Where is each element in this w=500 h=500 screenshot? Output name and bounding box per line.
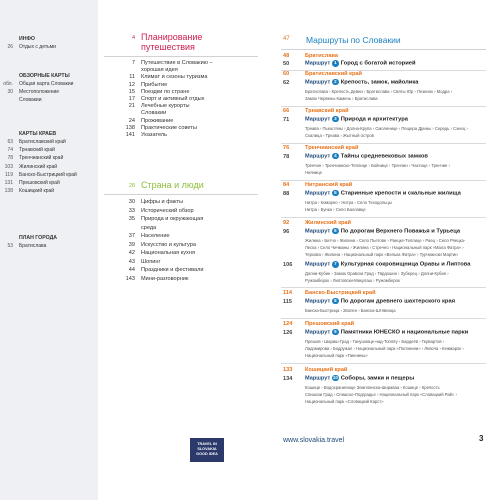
divider <box>281 143 486 144</box>
route-page-number: 78 <box>283 153 290 160</box>
route-stops: Братислава › Крепость Девин › Братислава › Святы Юр › Пезинок › Модра › <box>305 89 453 94</box>
entry-label: Искусство и культура <box>141 241 196 248</box>
divider <box>104 56 258 57</box>
route-number-badge: 7 <box>334 261 337 266</box>
entry-label: Словакии <box>141 110 167 117</box>
route-stops: Терхова › Жилина › Национальный парк «Велька Фатра» › Турчиански Мартин <box>305 252 458 257</box>
route-page-number: 50 <box>283 61 290 67</box>
page-number: 141 <box>125 132 135 138</box>
left-index-row[interactable] <box>0 80 98 88</box>
route-page-number: 106 <box>283 262 293 268</box>
page-number: 74 <box>7 147 13 154</box>
page-number: 131 <box>4 179 13 186</box>
page-number: 138 <box>125 124 135 131</box>
region-name[interactable]: Трнавский край <box>305 108 349 114</box>
entry-label: Путешествие в Словакию – <box>141 60 213 66</box>
section-page-number: 28 <box>128 183 135 189</box>
left-index-row[interactable] <box>0 146 98 154</box>
section-title[interactable]: Страна и люди <box>141 180 204 190</box>
left-index-row[interactable] <box>0 138 98 146</box>
section-title-line2[interactable]: путешествия <box>141 41 195 52</box>
entry-label: Братиславский край <box>19 139 66 145</box>
entry-label: Национальная кухня <box>141 250 195 256</box>
divider <box>281 49 486 50</box>
route-entry[interactable] <box>305 228 460 235</box>
page-number: 15 <box>128 88 135 95</box>
route-stops: Нитра › Бунка › Село Бахлавце <box>305 207 366 212</box>
entry-label: Жилинский край <box>19 163 58 170</box>
route-page-number: 62 <box>283 79 290 86</box>
section-page-number: 4 <box>131 35 135 41</box>
route-label: Маршрут <box>305 60 331 67</box>
left-index-row[interactable] <box>0 242 98 250</box>
region-page-number: 84 <box>283 182 290 188</box>
route-label: Маршрут <box>305 79 331 86</box>
entry-label: Прибытие <box>141 81 168 88</box>
route-stops: Тренчин › Тренчианске-Теплице › Бойнице › Тренчин › Чахтице › Тренчин › <box>305 163 450 168</box>
page-number: 30 <box>128 199 135 205</box>
left-section-region-maps <box>0 130 98 195</box>
route-stops: Прешов › Шариш-Град › Ганушовце-над-Топлёу › Бардеёв › Гервартов › <box>305 339 445 344</box>
page-number: 30 <box>7 89 13 96</box>
section-title[interactable]: Планирование <box>141 32 203 42</box>
route-title: По дорогам Верхнего Поважья и Турьеца <box>340 228 461 235</box>
entry-label: Поездки по стране <box>141 88 190 95</box>
route-page-number: 96 <box>283 228 290 235</box>
route-entry[interactable] <box>305 261 471 268</box>
route-stops: Ружомберок › Липтовски-Микулаш › Ружомберок <box>305 278 400 283</box>
region-name[interactable]: Банско-Быстрицкий край <box>305 290 376 296</box>
region-page-number: 60 <box>283 71 290 77</box>
route-entry[interactable] <box>305 60 416 67</box>
route-stops: Банска-Быстрица › Зволен › Банска-Штявница <box>305 308 396 313</box>
page-number: 33 <box>128 207 135 214</box>
region-name[interactable]: Братислава <box>305 53 338 59</box>
left-section-heading: ИНФО <box>19 36 35 42</box>
page-number: 21 <box>128 103 135 110</box>
route-entry[interactable] <box>305 329 468 336</box>
route-stops: Национальный парк «Пиенины» <box>305 353 368 358</box>
entry-label: Природа и окружающая <box>141 216 204 222</box>
region-name[interactable]: Жилинский край <box>305 220 351 226</box>
route-title: Город с богатой историей <box>340 60 416 67</box>
website-link[interactable]: www.slovakia.travel <box>283 437 345 444</box>
divider <box>281 318 486 319</box>
route-number-badge: 5 <box>334 189 337 195</box>
page-number: 103 <box>4 163 13 170</box>
route-stops: Скалица › Трнава › Жытный остров <box>305 133 374 138</box>
route-label: Маршрут <box>305 298 331 305</box>
page-number: 3 <box>479 434 484 443</box>
route-label: Маршрут <box>305 116 331 123</box>
travel-slovakia-logo[interactable] <box>190 438 224 462</box>
left-index-row[interactable] <box>0 187 98 195</box>
route-title: Памятники ЮНЕСКО и национальные парки <box>340 329 469 336</box>
divider <box>281 180 486 181</box>
route-entry[interactable] <box>305 190 461 197</box>
route-label: Маршрут <box>305 375 331 382</box>
entry-label: Спорт и активный отдых <box>141 96 205 102</box>
route-title: Крепость, замок, майолика <box>340 79 419 86</box>
page-number: 11 <box>129 74 135 81</box>
page-number: 43 <box>128 258 135 265</box>
logo-line: TRAVEL IN <box>197 442 217 446</box>
entry-label: Проживание <box>141 117 174 124</box>
region-name[interactable]: Тренчианский край <box>305 145 359 151</box>
entry-label: Практические советы <box>141 124 197 131</box>
left-section-info <box>0 35 98 51</box>
region-name[interactable]: Прешовский край <box>305 321 355 327</box>
route-entry[interactable] <box>305 79 418 86</box>
route-title: Тайны средневековых замков <box>340 153 429 160</box>
divider <box>281 106 486 107</box>
route-number-badge: 9 <box>334 328 337 334</box>
page-number: 119 <box>5 171 13 178</box>
entry-label: Указатель <box>141 132 168 138</box>
entry-label: Трнавский край <box>19 147 55 154</box>
page-number: 53 <box>7 243 13 249</box>
left-section-heading: ПЛАН ГОРОДА <box>19 235 58 241</box>
entry-label: Местоположение <box>19 89 60 96</box>
page-number: 143 <box>125 275 135 282</box>
route-number-badge: 8 <box>334 297 337 303</box>
page-number: 42 <box>128 250 135 256</box>
route-number-badge: 10 <box>332 374 338 380</box>
page-number: 44 <box>128 267 135 273</box>
left-section-heading: КАРТЫ КРАЕВ <box>19 131 57 137</box>
left-index-row[interactable] <box>0 96 98 104</box>
region-name[interactable]: Кошицкий край <box>305 367 348 373</box>
entry-label: Цифры и факты <box>141 199 184 205</box>
route-page-number: 88 <box>283 190 290 197</box>
page-number: 24 <box>128 117 135 124</box>
entry-label: Праздники и фестивали <box>141 267 204 273</box>
route-page-number: 126 <box>283 329 293 336</box>
left-index-column <box>0 0 98 500</box>
region-name[interactable]: Нитранский край <box>305 182 353 188</box>
entry-label: Отдых с детьми <box>19 44 56 50</box>
page-number: 26 <box>7 44 13 50</box>
route-entry[interactable] <box>305 153 428 160</box>
entry-label: Лечебные курорты <box>141 103 190 110</box>
route-stops: Леска › Село Чичманы › Жилина › Стречно › Национальный парк «Мала Фатра» › <box>305 245 464 250</box>
route-title: Соборы, замки и пещеры <box>340 375 415 382</box>
route-stops: Замок Червены Камень › Братислава <box>305 96 378 101</box>
route-stops: Национальный парк «Словацкий Карст» <box>305 399 384 404</box>
entry-label: Братислава <box>19 243 47 249</box>
left-section-city-plan <box>0 234 98 250</box>
route-entry[interactable] <box>305 116 408 123</box>
page-number: 12 <box>128 81 135 88</box>
route-stops: Трнава › Пьештяны › Долна-Крупа › Смоленице › Пещера Дрины › Середь › Сэнец › <box>305 126 468 131</box>
entry-label: среда <box>141 224 157 231</box>
region-name[interactable]: Братиславский край <box>305 71 362 77</box>
page-number: 7 <box>131 60 135 66</box>
logo-line: GOOD IDEA <box>196 452 218 456</box>
route-label: Маршрут <box>305 190 331 197</box>
route-title: Старинные крепости и скальные жилища <box>340 190 461 197</box>
route-title: Природа и архитектура <box>340 116 408 123</box>
route-stops: Ладомирова › Бодружал › Национальный парк «Полонини» › Левоча › Кежмарок › <box>305 346 464 351</box>
route-page-number: 115 <box>283 298 293 305</box>
route-number-badge: 6 <box>334 227 337 233</box>
region-page-number: 124 <box>283 321 293 327</box>
route-stops: Спишски Град › Спишске-Подградье › Национальный парк «Словацкий Рай» › <box>305 392 457 397</box>
route-label: Маршрут <box>305 329 331 336</box>
entry-label: Общая карта Словакии <box>19 81 74 87</box>
entry-label: Шопинг <box>141 258 161 265</box>
page-number: 78 <box>7 155 13 162</box>
page-number: 138 <box>4 188 13 195</box>
entry-label: Словакии <box>19 97 42 104</box>
page-number: 35 <box>128 216 135 222</box>
left-index-row[interactable] <box>0 179 98 187</box>
route-stops: Кошице › Водохранилище Земплинска-Шираваа › Кошице › Крепость <box>305 385 440 390</box>
route-stops: Нитра › Комарно › Нитра › Село Теходольцы <box>305 200 392 205</box>
entry-label: Прешовский край <box>19 179 60 186</box>
page-number: 39 <box>128 241 135 248</box>
route-label: Маршрут <box>305 261 331 268</box>
route-page-number: 71 <box>283 116 290 123</box>
route-title: По дорогам древнего шахтерского края <box>340 298 456 305</box>
route-entry[interactable] <box>305 375 414 382</box>
route-stops: Долни-Кубин › Замок Оравски Град › Тврдошин › Зуберец › Долни-Кубин › <box>305 271 449 276</box>
logo-line: SLOVAKIA <box>197 447 217 451</box>
entry-label: Мини-разговорник <box>141 275 189 282</box>
left-index-row[interactable] <box>0 88 98 96</box>
region-page-number: 76 <box>283 145 290 151</box>
left-section-overview-maps <box>0 72 98 105</box>
route-number-badge: 1 <box>334 60 337 65</box>
route-number-badge: 3 <box>334 115 337 121</box>
entry-label: Климат и сезоны туризма <box>141 74 208 81</box>
region-page-number: 48 <box>283 53 290 59</box>
section-page-number: 47 <box>283 36 290 42</box>
entry-label: хорошая идея <box>141 67 178 74</box>
route-number-badge: 2 <box>334 78 337 84</box>
route-label: Маршрут <box>305 228 331 235</box>
left-index-row[interactable] <box>0 171 98 179</box>
entry-label: Население <box>141 233 170 239</box>
route-title: Культурная сокровищница Оравы и Липтова <box>340 261 471 268</box>
entry-label: Банско-Быстрицкий край <box>19 171 77 178</box>
page-number: 37 <box>128 233 135 239</box>
route-stops: Жилина › Битча › Жилина › Село Пьетове › Раецке-Теплице › Раец › Село Ряецка- <box>305 238 466 243</box>
left-section-heading: ОБЗОРНЫЕ КАРТЫ <box>19 73 70 79</box>
routes-header <box>281 34 486 48</box>
route-stops: Ннянице <box>305 170 322 175</box>
divider <box>281 217 486 218</box>
divider <box>281 287 486 288</box>
page-number: обл. <box>3 81 13 87</box>
section-title[interactable]: Маршруты по Словакии <box>306 35 401 45</box>
entry-label: Тренчианский край <box>19 155 64 162</box>
left-index-row[interactable] <box>0 154 98 162</box>
page-number: 17 <box>128 96 135 102</box>
region-page-number: 92 <box>283 220 290 226</box>
left-index-row[interactable] <box>0 43 98 51</box>
route-page-number: 134 <box>283 375 293 382</box>
entry-label: Исторический обзор <box>141 207 194 214</box>
region-page-number: 114 <box>283 290 293 296</box>
route-entry[interactable] <box>305 298 455 305</box>
route-label: Маршрут <box>305 153 331 160</box>
region-page-number: 133 <box>283 367 293 373</box>
divider <box>104 194 258 195</box>
left-index-row[interactable] <box>0 163 98 171</box>
region-page-number: 66 <box>283 108 290 114</box>
page-number: 63 <box>7 139 13 145</box>
entry-label: Кошицкий край <box>19 188 55 195</box>
divider <box>281 363 486 364</box>
route-number-badge: 4 <box>334 152 337 158</box>
